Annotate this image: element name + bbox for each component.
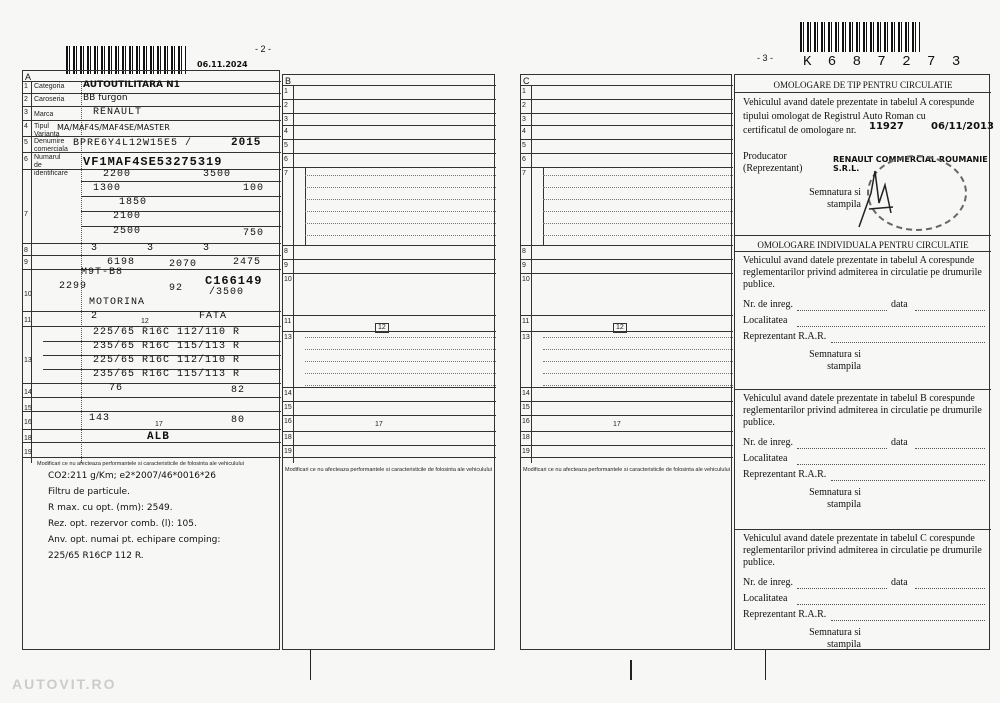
signature-label: Semnatura si stampila [809, 487, 861, 510]
rar-label: Reprezentant R.A.R. [743, 331, 827, 342]
section-c-table [520, 74, 732, 650]
tipul-value: MA/MAF4S/MAF4SE/MASTER [57, 123, 170, 132]
data-field[interactable] [915, 310, 985, 311]
watermark: AUTOVIT.RO [12, 676, 117, 692]
note-1: CO2:211 g/Km; e2*2007/46*0016*26 [48, 471, 216, 481]
year-value: 2015 [231, 137, 262, 149]
section-b-footer: Modificari ce nu afecteaza performantele si caracteristicile de folosinta ale vehiculului [285, 467, 492, 473]
section-b-row-17: 17 [375, 421, 383, 428]
data-field[interactable] [915, 448, 985, 449]
section-c-row-number: 6 [522, 156, 526, 163]
nr-inreg-field[interactable] [797, 310, 887, 311]
section-c-row-number: 10 [522, 276, 530, 283]
cert-date: 06/11/2013 [931, 121, 994, 132]
data-label: data [891, 577, 908, 588]
note-4: Rez. opt. rezervor comb. (l): 105. [48, 519, 197, 529]
rar-label: Reprezentant R.A.R. [743, 469, 827, 480]
section-b-row-number: 8 [284, 248, 288, 255]
data-field[interactable] [915, 588, 985, 589]
producer-name: RENAULT COMMERCIAL ROUMANIE S.R.L. [833, 155, 988, 173]
serial-number: K 6 8 7 2 7 3 [803, 54, 965, 70]
vin-value: VF1MAF4SE53275319 [83, 155, 223, 169]
caroseria-value: BB furgon [83, 93, 128, 103]
cert-number: 11927 [869, 121, 904, 132]
section-c-row-number: 3 [522, 116, 526, 123]
title-type-approval: OMOLOGARE DE TIP PENTRU CIRCULATIE [773, 80, 953, 90]
marca-value: RENAULT [93, 107, 143, 118]
section-c-row-number: 1 [522, 88, 526, 95]
color-value: ALB [147, 431, 170, 443]
section-c-letter: C [523, 76, 530, 86]
barcode-right-image [800, 22, 920, 52]
nr-inreg-field[interactable] [797, 448, 887, 449]
block-b-text: Vehiculul avand datele prezentate in tabelul B corespunde reglementarilor privind admiterea in circulatie pe drumurile publice. [743, 393, 982, 428]
section-b-row-number: 3 [284, 116, 288, 123]
section-b-row-number: 7 [284, 170, 288, 177]
top-stamp: 06.11.2024 [197, 60, 248, 69]
nr-inreg-label: Nr. de inreg. [743, 299, 793, 310]
section-c-row-number: 19 [522, 448, 530, 455]
data-label: data [891, 437, 908, 448]
nr-inreg-label: Nr. de inreg. [743, 437, 793, 448]
section-b-row-number: 2 [284, 102, 288, 109]
note-2: Filtru de particule. [48, 487, 130, 497]
section-b-row-number: 11 [284, 318, 292, 325]
section-b-row-number: 6 [284, 156, 288, 163]
section-b-row-number: 13 [284, 334, 292, 341]
rar-field[interactable] [831, 620, 985, 621]
data-label: data [891, 299, 908, 310]
section-b-row-number: 4 [284, 128, 288, 135]
section-c-footer: Modificari ce nu afecteaza performantele si caracteristicile de folosinta ale vehiculului [523, 467, 730, 473]
denumire-value: BPRE6Y4L12W15E5 / [73, 138, 193, 149]
section-b-letter: B [285, 76, 292, 86]
section-c-row-number: 4 [522, 128, 526, 135]
section-c-row-number: 16 [522, 418, 530, 425]
block-a-text: Vehiculul avand datele prezentate in tabelul A corespunde reglementarilor privind admiterea in circulatie pe drumurile publice. [743, 255, 982, 290]
localitatea-field[interactable] [797, 326, 985, 327]
localitatea-label: Localitatea [743, 453, 788, 464]
section-c-row-17: 17 [613, 421, 621, 428]
localitatea-field[interactable] [797, 604, 985, 605]
localitatea-label: Localitatea [743, 593, 788, 604]
localitatea-label: Localitatea [743, 315, 788, 326]
section-b-row-12: 12 [375, 323, 389, 333]
section-b-row-number: 15 [284, 404, 292, 411]
section-b-row-number: 19 [284, 448, 292, 455]
title-individual: OMOLOGARE INDIVIDUALA PENTRU CIRCULATIE [757, 240, 969, 250]
homologation-panel: OMOLOGARE DE TIP PENTRU CIRCULATIE Vehiculul avand datele prezentate in tabelul A corespunde tipului omologat de Registrul Auto Roman cu certificatul de omologare nr. 11927 06/11/2013 Producator (Reprezentant) RENAULT COMMERCIAL ROUMANIE S.R.L. Semnatura si stampila OMOLOGARE INDIVIDUALA PENTRU CIRCULATIE Vehiculul avand datele prezentate in tabelul A corespunde reglementarilor privind admiterea in circulatie pe drumurile publice. Nr. de inreg. data Localitatea Reprezentant R.A.R. Semnatura si stampila Vehiculul avand datele prezentate in tabelul B corespunde reglementarilor privind admiterea in circulatie pe drumurile publice. Nr. de inreg. data Localitatea Reprezentant R.A.R. Semnatura si stampila Vehiculul avand datele prezentate in tabelul C corespunde reglementarilor privind admiterea in circulatie pe drumurile publice. Nr. de inreg. data Localitatea Reprezentant R.A.R. Semnatura si stampila [734, 74, 990, 650]
signature-image [851, 163, 901, 233]
rar-field[interactable] [831, 342, 985, 343]
section-a-notes-label: Modificari ce nu afecteaza performantele si caracteristicile de folosinta ale vehiculului [37, 461, 244, 467]
signature-label: Semnatura si stampila [809, 627, 861, 650]
section-b-row-number: 1 [284, 88, 288, 95]
note-5: Anv. opt. numai pt. echipare comping: [48, 535, 221, 545]
tyre-4: 235/65 R16C 115/113 R [93, 369, 241, 380]
section-a-letter: A [25, 72, 32, 82]
rar-field[interactable] [831, 480, 985, 481]
section-c-row-12: 12 [613, 323, 627, 333]
section-c-row-number: 9 [522, 262, 526, 269]
page-number-right: - 3 - [757, 53, 774, 63]
rar-label: Reprezentant R.A.R. [743, 609, 827, 620]
section-c-row-number: 11 [522, 318, 530, 325]
signature-label: Semnatura si stampila [809, 349, 861, 372]
section-b-row-number: 14 [284, 390, 292, 397]
nr-inreg-label: Nr. de inreg. [743, 577, 793, 588]
tyre-2: 235/65 R16C 115/113 R [93, 341, 241, 352]
section-b-row-number: 16 [284, 418, 292, 425]
section-b-row-number: 5 [284, 142, 288, 149]
section-a-table: A 1 Categoria AUTOUTILITARA N1 2 Caroseria BB furgon 3 Marca RENAULT 4 Tipul Varianta MA/MAF4S/MAF4SE/MASTER 5 Denumire comerciala BPRE6Y4L12W15E5 / 2015 6 Numarul de identificare VF1MAF4SE53275319 7 2200 3500 1300 100 1850 2100 2500 750 8 3 3 3 9 6198 2070 2475 10 M9T-B8 C166149 2299 92 /3500 MOTORINA 11 2 12 FATA 13 225/65 R16C 112/110 R 235/65 R16C 115/113 R 225/65 R16C 112/110 R 235/65 R16C 115/113 R 14 76 82 15 16 143 17 80 18 ALB 19 Modificari ce nu afecteaza performantele si caracteristicile de folosinta ale vehiculului CO2:211 g/Km; e2*2007/46*0016*26 Filtru de particule. R max. cu opt. (mm): 2549. Rez. opt. rezervor comb. (l): 105. Anv. opt. numai pt. echipare comping: 225/65 R16CP 112 R. [22, 70, 280, 650]
section-b-row-number: 18 [284, 434, 292, 441]
section-c-row-number: 8 [522, 248, 526, 255]
section-c-row-number: 2 [522, 102, 526, 109]
section-c-row-number: 15 [522, 404, 530, 411]
section-b-row-number: 10 [284, 276, 292, 283]
tyre-1: 225/65 R16C 112/110 R [93, 327, 241, 338]
section-c-row-number: 18 [522, 434, 530, 441]
page-number-left: - 2 - [255, 44, 272, 54]
block-c-text: Vehiculul avand datele prezentate in tabelul C corespunde reglementarilor privind admiterea in circulatie pe drumurile publice. [743, 533, 982, 568]
section-b-table [282, 74, 495, 650]
section-c-row-number: 5 [522, 142, 526, 149]
section-c-row-number: 7 [522, 170, 526, 177]
note-3: R max. cu opt. (mm): 2549. [48, 503, 173, 513]
section-c-row-number: 13 [522, 334, 530, 341]
localitatea-field[interactable] [797, 464, 985, 465]
section-c-row-number: 14 [522, 390, 530, 397]
tyre-3: 225/65 R16C 112/110 R [93, 355, 241, 366]
categoria-value: AUTOUTILITARA N1 [83, 80, 180, 90]
note-6: 225/65 R16CP 112 R. [48, 551, 144, 561]
nr-inreg-field[interactable] [797, 588, 887, 589]
section-b-row-number: 9 [284, 262, 288, 269]
